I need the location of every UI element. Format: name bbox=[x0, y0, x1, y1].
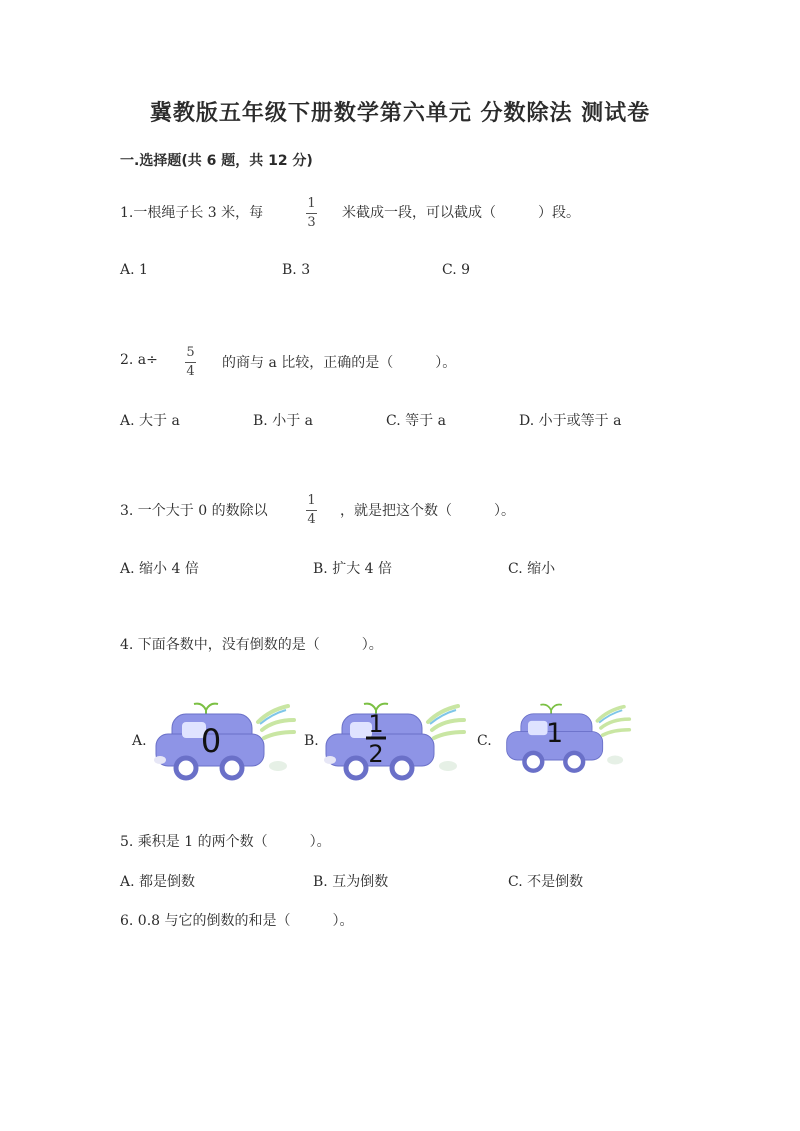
question-4-option-b-car-image[interactable] bbox=[320, 694, 470, 784]
question-3-option-b[interactable]: B. 扩大 4 倍 bbox=[313, 561, 392, 577]
question-3-text-after: ，就是把这个数（ ）。 bbox=[340, 503, 515, 519]
fraction-numerator: 5 bbox=[186, 345, 195, 360]
page-title: 冀教版五年级下册数学第六单元 分数除法 测试卷 bbox=[149, 101, 651, 126]
question-2-option-d[interactable]: D. 小于或等于 a bbox=[519, 413, 622, 429]
car-fraction-numerator: 1 bbox=[368, 710, 384, 738]
question-4-text: 4. 下面各数中，没有倒数的是（ ）。 bbox=[120, 637, 383, 653]
fraction-denominator: 4 bbox=[186, 364, 195, 379]
question-1-text-before: 1.一根绳子长 3 米，每 bbox=[120, 205, 264, 221]
question-6-text: 6. 0.8 与它的倒数的和是（ ）。 bbox=[120, 913, 354, 929]
question-4-option-c-label[interactable]: C. bbox=[477, 733, 492, 749]
fraction-numerator: 1 bbox=[307, 196, 316, 211]
question-4-option-a-car-image[interactable] bbox=[150, 694, 300, 784]
car-icon bbox=[324, 704, 464, 778]
car-icon bbox=[154, 704, 294, 778]
fraction-bar bbox=[306, 510, 317, 511]
question-3-option-a[interactable]: A. 缩小 4 倍 bbox=[120, 561, 199, 577]
question-1-option-b[interactable]: B. 3 bbox=[282, 262, 311, 278]
car-icon bbox=[507, 705, 630, 771]
question-2-text-before: 2. a÷ bbox=[120, 352, 158, 368]
question-3-text-before: 3. 一个大于 0 的数除以 bbox=[120, 503, 268, 519]
question-1-option-c[interactable]: C. 9 bbox=[442, 262, 471, 278]
question-2-fraction bbox=[185, 345, 196, 380]
car-fraction-denominator: 2 bbox=[368, 740, 384, 768]
car-number: 0 bbox=[200, 722, 222, 760]
question-5-option-b[interactable]: B. 互为倒数 bbox=[313, 874, 389, 890]
section-heading: 一.选择题(共 6 题，共 12 分) bbox=[120, 153, 313, 169]
fraction-denominator: 4 bbox=[307, 512, 316, 527]
fraction-denominator: 3 bbox=[307, 215, 316, 230]
fraction-numerator: 1 bbox=[307, 493, 316, 508]
question-5-option-c[interactable]: C. 不是倒数 bbox=[508, 874, 584, 890]
question-2-text-after: 的商与 a 比较，正确的是（ ）。 bbox=[222, 355, 457, 371]
question-4-option-a-label[interactable]: A. bbox=[132, 733, 147, 749]
question-5-text: 5. 乘积是 1 的两个数（ ）。 bbox=[120, 834, 331, 850]
question-4-option-c-car-image[interactable] bbox=[498, 696, 638, 776]
question-2-option-a[interactable]: A. 大于 a bbox=[120, 413, 180, 429]
question-2-option-b[interactable]: B. 小于 a bbox=[253, 413, 313, 429]
question-1-option-a[interactable]: A. 1 bbox=[120, 262, 148, 278]
question-5-option-a[interactable]: A. 都是倒数 bbox=[120, 874, 196, 890]
question-1-text-after: 米截成一段，可以截成（ ）段。 bbox=[342, 205, 580, 221]
question-3-fraction bbox=[306, 493, 317, 528]
question-2-option-c[interactable]: C. 等于 a bbox=[386, 413, 446, 429]
car-number: 1 bbox=[546, 718, 564, 750]
question-1-fraction bbox=[306, 196, 317, 231]
question-4-option-b-label[interactable]: B. bbox=[304, 733, 319, 749]
question-3-option-c[interactable]: C. 缩小 bbox=[508, 561, 556, 577]
fraction-bar bbox=[185, 362, 196, 363]
fraction-bar bbox=[306, 213, 317, 214]
